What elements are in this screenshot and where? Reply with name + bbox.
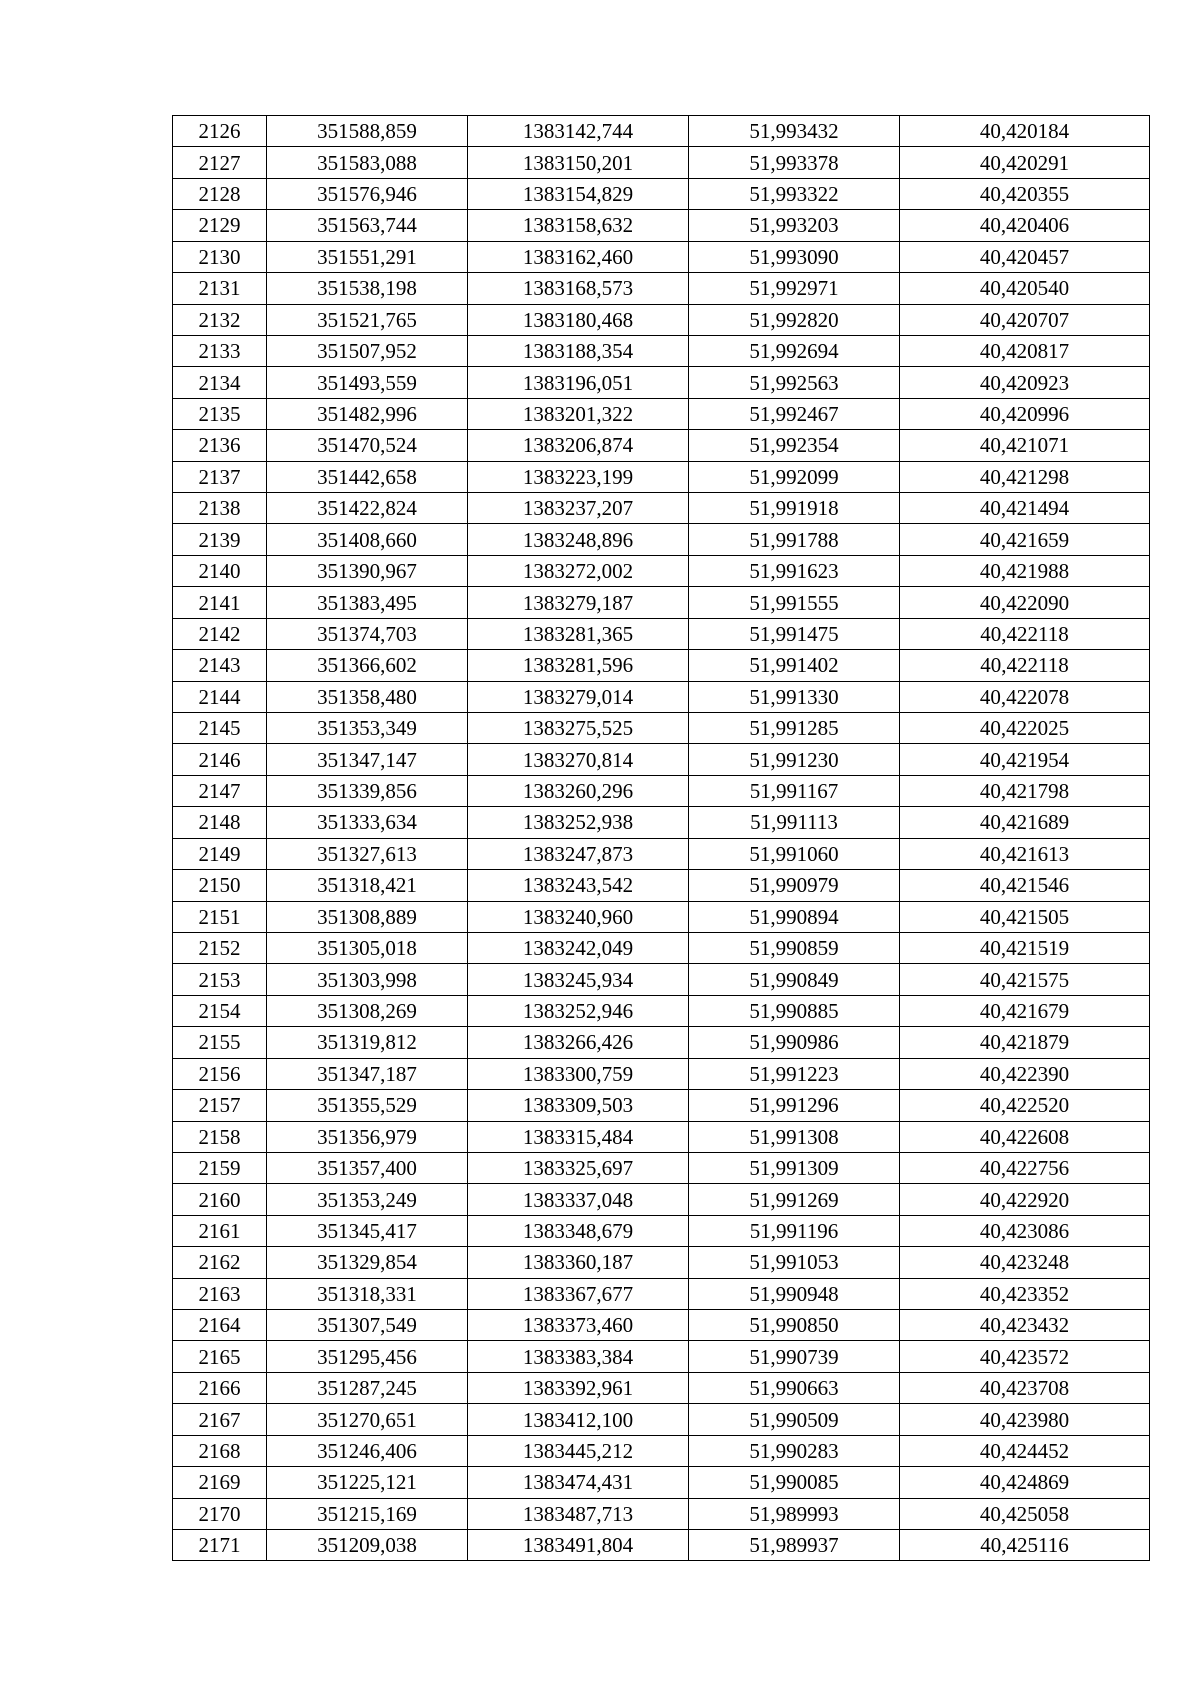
point-number-cell: 2147 — [173, 775, 267, 806]
longitude-cell: 40,421505 — [900, 901, 1150, 932]
x-coordinate-cell: 351482,996 — [267, 398, 468, 429]
table-row — [173, 1467, 1150, 1498]
latitude-cell: 51,990663 — [689, 1372, 900, 1403]
x-coordinate-cell: 351319,812 — [267, 1027, 468, 1058]
y-coordinate-cell: 1383180,468 — [468, 304, 689, 335]
y-coordinate-cell: 1383196,051 — [468, 367, 689, 398]
table-row — [173, 995, 1150, 1026]
latitude-cell: 51,991623 — [689, 555, 900, 586]
latitude-cell: 51,991230 — [689, 744, 900, 775]
table-row — [173, 1090, 1150, 1121]
y-coordinate-cell: 1383270,814 — [468, 744, 689, 775]
y-coordinate-cell: 1383275,525 — [468, 713, 689, 744]
latitude-cell: 51,990979 — [689, 870, 900, 901]
x-coordinate-cell: 351246,406 — [267, 1435, 468, 1466]
longitude-cell: 40,422608 — [900, 1121, 1150, 1152]
point-number-cell: 2133 — [173, 335, 267, 366]
point-number-cell: 2150 — [173, 870, 267, 901]
point-number-cell: 2129 — [173, 210, 267, 241]
latitude-cell: 51,991309 — [689, 1152, 900, 1183]
point-number-cell: 2132 — [173, 304, 267, 335]
point-number-cell: 2155 — [173, 1027, 267, 1058]
point-number-cell: 2138 — [173, 493, 267, 524]
table-row — [173, 713, 1150, 744]
latitude-cell: 51,991918 — [689, 493, 900, 524]
x-coordinate-cell: 351345,417 — [267, 1215, 468, 1246]
y-coordinate-cell: 1383168,573 — [468, 273, 689, 304]
y-coordinate-cell: 1383474,431 — [468, 1467, 689, 1498]
latitude-cell: 51,990894 — [689, 901, 900, 932]
y-coordinate-cell: 1383266,426 — [468, 1027, 689, 1058]
latitude-cell: 51,989993 — [689, 1498, 900, 1529]
latitude-cell: 51,991308 — [689, 1121, 900, 1152]
y-coordinate-cell: 1383325,697 — [468, 1152, 689, 1183]
table-row — [173, 1278, 1150, 1309]
y-coordinate-cell: 1383237,207 — [468, 493, 689, 524]
latitude-cell: 51,991196 — [689, 1215, 900, 1246]
y-coordinate-cell: 1383150,201 — [468, 147, 689, 178]
longitude-cell: 40,420817 — [900, 335, 1150, 366]
latitude-cell: 51,992820 — [689, 304, 900, 335]
latitude-cell: 51,992694 — [689, 335, 900, 366]
point-number-cell: 2134 — [173, 367, 267, 398]
table-row — [173, 1435, 1150, 1466]
point-number-cell: 2152 — [173, 932, 267, 963]
y-coordinate-cell: 1383360,187 — [468, 1247, 689, 1278]
table-row — [173, 555, 1150, 586]
table-row — [173, 807, 1150, 838]
x-coordinate-cell: 351353,349 — [267, 713, 468, 744]
y-coordinate-cell: 1383281,365 — [468, 618, 689, 649]
x-coordinate-cell: 351303,998 — [267, 964, 468, 995]
y-coordinate-cell: 1383260,296 — [468, 775, 689, 806]
y-coordinate-cell: 1383162,460 — [468, 241, 689, 272]
longitude-cell: 40,422520 — [900, 1090, 1150, 1121]
point-number-cell: 2167 — [173, 1404, 267, 1435]
x-coordinate-cell: 351422,824 — [267, 493, 468, 524]
longitude-cell: 40,422920 — [900, 1184, 1150, 1215]
table-row — [173, 210, 1150, 241]
table-row — [173, 1247, 1150, 1278]
point-number-cell: 2144 — [173, 681, 267, 712]
table-row — [173, 964, 1150, 995]
point-number-cell: 2157 — [173, 1090, 267, 1121]
point-number-cell: 2164 — [173, 1310, 267, 1341]
latitude-cell: 51,990986 — [689, 1027, 900, 1058]
x-coordinate-cell: 351588,859 — [267, 116, 468, 147]
latitude-cell: 51,991555 — [689, 587, 900, 618]
y-coordinate-cell: 1383154,829 — [468, 178, 689, 209]
latitude-cell: 51,993322 — [689, 178, 900, 209]
x-coordinate-cell: 351308,269 — [267, 995, 468, 1026]
table-row — [173, 430, 1150, 461]
table-row — [173, 775, 1150, 806]
x-coordinate-cell: 351521,765 — [267, 304, 468, 335]
latitude-cell: 51,993203 — [689, 210, 900, 241]
longitude-cell: 40,420355 — [900, 178, 1150, 209]
point-number-cell: 2163 — [173, 1278, 267, 1309]
table-row — [173, 744, 1150, 775]
longitude-cell: 40,423248 — [900, 1247, 1150, 1278]
x-coordinate-cell: 351339,856 — [267, 775, 468, 806]
longitude-cell: 40,420540 — [900, 273, 1150, 304]
table-row — [173, 1341, 1150, 1372]
table-row — [173, 493, 1150, 524]
x-coordinate-cell: 351215,169 — [267, 1498, 468, 1529]
point-number-cell: 2151 — [173, 901, 267, 932]
point-number-cell: 2149 — [173, 838, 267, 869]
point-number-cell: 2127 — [173, 147, 267, 178]
x-coordinate-cell: 351270,651 — [267, 1404, 468, 1435]
x-coordinate-cell: 351318,421 — [267, 870, 468, 901]
longitude-cell: 40,421798 — [900, 775, 1150, 806]
longitude-cell: 40,423980 — [900, 1404, 1150, 1435]
y-coordinate-cell: 1383279,014 — [468, 681, 689, 712]
longitude-cell: 40,421988 — [900, 555, 1150, 586]
latitude-cell: 51,992971 — [689, 273, 900, 304]
point-number-cell: 2145 — [173, 713, 267, 744]
y-coordinate-cell: 1383252,946 — [468, 995, 689, 1026]
x-coordinate-cell: 351355,529 — [267, 1090, 468, 1121]
longitude-cell: 40,422078 — [900, 681, 1150, 712]
point-number-cell: 2160 — [173, 1184, 267, 1215]
x-coordinate-cell: 351408,660 — [267, 524, 468, 555]
y-coordinate-cell: 1383279,187 — [468, 587, 689, 618]
y-coordinate-cell: 1383337,048 — [468, 1184, 689, 1215]
table-row — [173, 304, 1150, 335]
coordinates-table — [172, 115, 1150, 1561]
table-row — [173, 1121, 1150, 1152]
y-coordinate-cell: 1383487,713 — [468, 1498, 689, 1529]
y-coordinate-cell: 1383367,677 — [468, 1278, 689, 1309]
latitude-cell: 51,989937 — [689, 1529, 900, 1560]
x-coordinate-cell: 351305,018 — [267, 932, 468, 963]
table-row — [173, 116, 1150, 147]
longitude-cell: 40,421679 — [900, 995, 1150, 1026]
longitude-cell: 40,421613 — [900, 838, 1150, 869]
longitude-cell: 40,423572 — [900, 1341, 1150, 1372]
table-row — [173, 147, 1150, 178]
x-coordinate-cell: 351563,744 — [267, 210, 468, 241]
point-number-cell: 2158 — [173, 1121, 267, 1152]
y-coordinate-cell: 1383252,938 — [468, 807, 689, 838]
x-coordinate-cell: 351538,198 — [267, 273, 468, 304]
table-row — [173, 1310, 1150, 1341]
longitude-cell: 40,421071 — [900, 430, 1150, 461]
x-coordinate-cell: 351390,967 — [267, 555, 468, 586]
point-number-cell: 2130 — [173, 241, 267, 272]
coordinates-table-body — [173, 116, 1150, 1561]
latitude-cell: 51,990885 — [689, 995, 900, 1026]
x-coordinate-cell: 351493,559 — [267, 367, 468, 398]
table-row — [173, 838, 1150, 869]
table-row — [173, 587, 1150, 618]
table-row — [173, 367, 1150, 398]
latitude-cell: 51,991788 — [689, 524, 900, 555]
x-coordinate-cell: 351347,187 — [267, 1058, 468, 1089]
point-number-cell: 2153 — [173, 964, 267, 995]
longitude-cell: 40,425058 — [900, 1498, 1150, 1529]
y-coordinate-cell: 1383240,960 — [468, 901, 689, 932]
longitude-cell: 40,422118 — [900, 650, 1150, 681]
point-number-cell: 2156 — [173, 1058, 267, 1089]
latitude-cell: 51,990509 — [689, 1404, 900, 1435]
longitude-cell: 40,421659 — [900, 524, 1150, 555]
point-number-cell: 2139 — [173, 524, 267, 555]
longitude-cell: 40,422118 — [900, 618, 1150, 649]
latitude-cell: 51,990859 — [689, 932, 900, 963]
y-coordinate-cell: 1383491,804 — [468, 1529, 689, 1560]
x-coordinate-cell: 351225,121 — [267, 1467, 468, 1498]
table-row — [173, 273, 1150, 304]
table-row — [173, 1027, 1150, 1058]
latitude-cell: 51,992354 — [689, 430, 900, 461]
table-row — [173, 681, 1150, 712]
x-coordinate-cell: 351347,147 — [267, 744, 468, 775]
longitude-cell: 40,420923 — [900, 367, 1150, 398]
point-number-cell: 2162 — [173, 1247, 267, 1278]
y-coordinate-cell: 1383392,961 — [468, 1372, 689, 1403]
longitude-cell: 40,420457 — [900, 241, 1150, 272]
latitude-cell: 51,991296 — [689, 1090, 900, 1121]
table-row — [173, 1152, 1150, 1183]
longitude-cell: 40,421954 — [900, 744, 1150, 775]
y-coordinate-cell: 1383300,759 — [468, 1058, 689, 1089]
y-coordinate-cell: 1383248,896 — [468, 524, 689, 555]
y-coordinate-cell: 1383412,100 — [468, 1404, 689, 1435]
point-number-cell: 2136 — [173, 430, 267, 461]
table-row — [173, 618, 1150, 649]
table-row — [173, 398, 1150, 429]
longitude-cell: 40,424869 — [900, 1467, 1150, 1498]
point-number-cell: 2148 — [173, 807, 267, 838]
longitude-cell: 40,421689 — [900, 807, 1150, 838]
point-number-cell: 2141 — [173, 587, 267, 618]
point-number-cell: 2137 — [173, 461, 267, 492]
latitude-cell: 51,993090 — [689, 241, 900, 272]
x-coordinate-cell: 351551,291 — [267, 241, 468, 272]
x-coordinate-cell: 351307,549 — [267, 1310, 468, 1341]
point-number-cell: 2142 — [173, 618, 267, 649]
x-coordinate-cell: 351329,854 — [267, 1247, 468, 1278]
longitude-cell: 40,425116 — [900, 1529, 1150, 1560]
y-coordinate-cell: 1383373,460 — [468, 1310, 689, 1341]
table-row — [173, 932, 1150, 963]
latitude-cell: 51,991285 — [689, 713, 900, 744]
longitude-cell: 40,422090 — [900, 587, 1150, 618]
x-coordinate-cell: 351366,602 — [267, 650, 468, 681]
point-number-cell: 2169 — [173, 1467, 267, 1498]
y-coordinate-cell: 1383243,542 — [468, 870, 689, 901]
longitude-cell: 40,421879 — [900, 1027, 1150, 1058]
point-number-cell: 2143 — [173, 650, 267, 681]
x-coordinate-cell: 351327,613 — [267, 838, 468, 869]
point-number-cell: 2165 — [173, 1341, 267, 1372]
point-number-cell: 2159 — [173, 1152, 267, 1183]
latitude-cell: 51,990739 — [689, 1341, 900, 1372]
y-coordinate-cell: 1383315,484 — [468, 1121, 689, 1152]
latitude-cell: 51,992467 — [689, 398, 900, 429]
x-coordinate-cell: 351583,088 — [267, 147, 468, 178]
x-coordinate-cell: 351383,495 — [267, 587, 468, 618]
longitude-cell: 40,421494 — [900, 493, 1150, 524]
x-coordinate-cell: 351442,658 — [267, 461, 468, 492]
longitude-cell: 40,422390 — [900, 1058, 1150, 1089]
y-coordinate-cell: 1383188,354 — [468, 335, 689, 366]
longitude-cell: 40,423086 — [900, 1215, 1150, 1246]
x-coordinate-cell: 351507,952 — [267, 335, 468, 366]
latitude-cell: 51,990283 — [689, 1435, 900, 1466]
latitude-cell: 51,993378 — [689, 147, 900, 178]
longitude-cell: 40,422756 — [900, 1152, 1150, 1183]
table-row — [173, 650, 1150, 681]
longitude-cell: 40,421575 — [900, 964, 1150, 995]
x-coordinate-cell: 351333,634 — [267, 807, 468, 838]
point-number-cell: 2171 — [173, 1529, 267, 1560]
latitude-cell: 51,991223 — [689, 1058, 900, 1089]
point-number-cell: 2135 — [173, 398, 267, 429]
x-coordinate-cell: 351470,524 — [267, 430, 468, 461]
longitude-cell: 40,423432 — [900, 1310, 1150, 1341]
table-row — [173, 1372, 1150, 1403]
longitude-cell: 40,424452 — [900, 1435, 1150, 1466]
x-coordinate-cell: 351318,331 — [267, 1278, 468, 1309]
x-coordinate-cell: 351356,979 — [267, 1121, 468, 1152]
longitude-cell: 40,423708 — [900, 1372, 1150, 1403]
latitude-cell: 51,991330 — [689, 681, 900, 712]
latitude-cell: 51,991167 — [689, 775, 900, 806]
latitude-cell: 51,991269 — [689, 1184, 900, 1215]
x-coordinate-cell: 351374,703 — [267, 618, 468, 649]
latitude-cell: 51,991113 — [689, 807, 900, 838]
point-number-cell: 2161 — [173, 1215, 267, 1246]
longitude-cell: 40,420406 — [900, 210, 1150, 241]
longitude-cell: 40,423352 — [900, 1278, 1150, 1309]
table-row — [173, 461, 1150, 492]
x-coordinate-cell: 351287,245 — [267, 1372, 468, 1403]
latitude-cell: 51,992099 — [689, 461, 900, 492]
longitude-cell: 40,420184 — [900, 116, 1150, 147]
table-row — [173, 1215, 1150, 1246]
y-coordinate-cell: 1383348,679 — [468, 1215, 689, 1246]
y-coordinate-cell: 1383158,632 — [468, 210, 689, 241]
point-number-cell: 2168 — [173, 1435, 267, 1466]
y-coordinate-cell: 1383272,002 — [468, 555, 689, 586]
y-coordinate-cell: 1383309,503 — [468, 1090, 689, 1121]
latitude-cell: 51,991402 — [689, 650, 900, 681]
table-row — [173, 524, 1150, 555]
y-coordinate-cell: 1383242,049 — [468, 932, 689, 963]
latitude-cell: 51,991475 — [689, 618, 900, 649]
latitude-cell: 51,991053 — [689, 1247, 900, 1278]
longitude-cell: 40,420291 — [900, 147, 1150, 178]
y-coordinate-cell: 1383142,744 — [468, 116, 689, 147]
latitude-cell: 51,993432 — [689, 116, 900, 147]
latitude-cell: 51,991060 — [689, 838, 900, 869]
longitude-cell: 40,420996 — [900, 398, 1150, 429]
table-row — [173, 1529, 1150, 1560]
x-coordinate-cell: 351295,456 — [267, 1341, 468, 1372]
x-coordinate-cell: 351357,400 — [267, 1152, 468, 1183]
longitude-cell: 40,420707 — [900, 304, 1150, 335]
longitude-cell: 40,421519 — [900, 932, 1150, 963]
point-number-cell: 2131 — [173, 273, 267, 304]
y-coordinate-cell: 1383206,874 — [468, 430, 689, 461]
x-coordinate-cell: 351576,946 — [267, 178, 468, 209]
table-row — [173, 870, 1150, 901]
table-row — [173, 335, 1150, 366]
y-coordinate-cell: 1383247,873 — [468, 838, 689, 869]
latitude-cell: 51,990948 — [689, 1278, 900, 1309]
point-number-cell: 2154 — [173, 995, 267, 1026]
latitude-cell: 51,990085 — [689, 1467, 900, 1498]
y-coordinate-cell: 1383445,212 — [468, 1435, 689, 1466]
table-row — [173, 241, 1150, 272]
point-number-cell: 2146 — [173, 744, 267, 775]
longitude-cell: 40,421298 — [900, 461, 1150, 492]
y-coordinate-cell: 1383245,934 — [468, 964, 689, 995]
table-row — [173, 1184, 1150, 1215]
point-number-cell: 2140 — [173, 555, 267, 586]
x-coordinate-cell: 351209,038 — [267, 1529, 468, 1560]
point-number-cell: 2126 — [173, 116, 267, 147]
y-coordinate-cell: 1383281,596 — [468, 650, 689, 681]
latitude-cell: 51,990850 — [689, 1310, 900, 1341]
y-coordinate-cell: 1383201,322 — [468, 398, 689, 429]
latitude-cell: 51,990849 — [689, 964, 900, 995]
point-number-cell: 2170 — [173, 1498, 267, 1529]
table-row — [173, 901, 1150, 932]
latitude-cell: 51,992563 — [689, 367, 900, 398]
y-coordinate-cell: 1383223,199 — [468, 461, 689, 492]
point-number-cell: 2128 — [173, 178, 267, 209]
x-coordinate-cell: 351308,889 — [267, 901, 468, 932]
x-coordinate-cell: 351353,249 — [267, 1184, 468, 1215]
table-row — [173, 178, 1150, 209]
table-row — [173, 1498, 1150, 1529]
table-row — [173, 1058, 1150, 1089]
point-number-cell: 2166 — [173, 1372, 267, 1403]
longitude-cell: 40,421546 — [900, 870, 1150, 901]
y-coordinate-cell: 1383383,384 — [468, 1341, 689, 1372]
longitude-cell: 40,422025 — [900, 713, 1150, 744]
table-row — [173, 1404, 1150, 1435]
x-coordinate-cell: 351358,480 — [267, 681, 468, 712]
